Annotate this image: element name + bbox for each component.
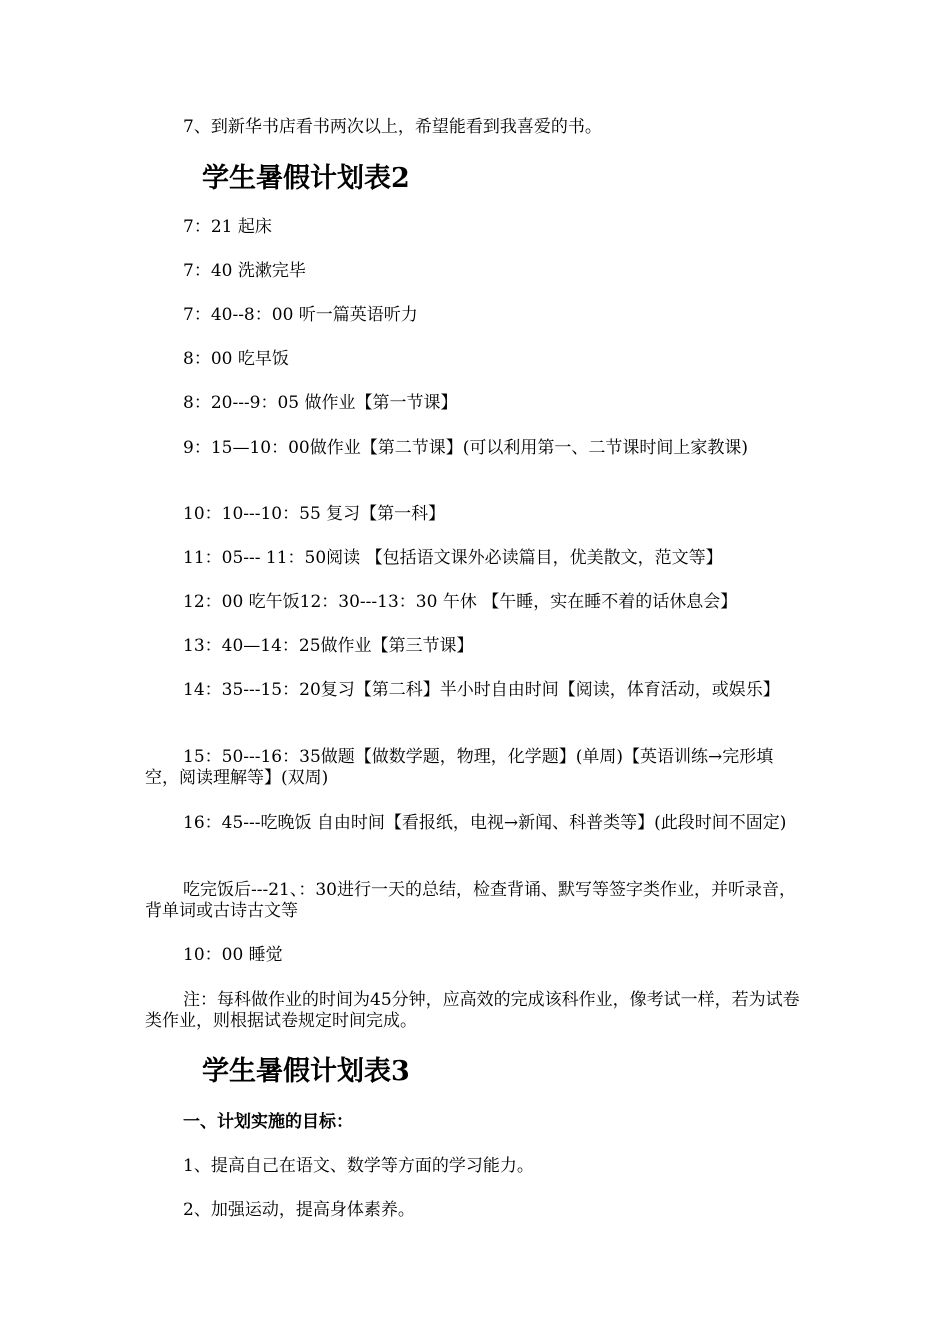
- schedule-item: 8：20---9：05 做作业【第一节课】: [183, 393, 458, 413]
- paragraph-reading-goal: 7、到新华书店看书两次以上，希望能看到我喜爱的书。: [183, 117, 602, 137]
- schedule-item: 13：40—14：25做作业【第三节课】: [183, 636, 474, 656]
- schedule-item: 10：10---10：55 复习【第一科】: [183, 504, 446, 524]
- goal-item: 2、加强运动，提高身体素养。: [183, 1200, 415, 1220]
- schedule-note: 注：每科做作业的时间为45分钟，应高效的完成该科作业，像考试一样，若为试卷类作业，则根据试卷规定时间完成。: [145, 990, 800, 1031]
- schedule-item: 8：00 吃早饭: [183, 349, 289, 369]
- schedule-item: 12：00 吃午饭12：30---13：30 午休 【午睡，实在睡不着的话休息会】: [183, 592, 738, 612]
- schedule-item: 7：40--8：00 听一篇英语听力: [183, 305, 418, 325]
- goal-item: 1、提高自己在语文、数学等方面的学习能力。: [183, 1156, 534, 1176]
- schedule-item: 15：50---16：35做题【做数学题，物理，化学题】(单周)【英语训练→完形填空，阅读理解等】(双周): [145, 747, 774, 788]
- goals-subheading: 一、计划实施的目标：: [183, 1112, 353, 1132]
- schedule-item: 11：05--- 11：50阅读 【包括语文课外必读篇目，优美散文，范文等】: [183, 548, 723, 568]
- schedule-item: 16：45---吃晚饭 自由时间【看报纸，电视→新闻、科普类等】(此段时间不固定): [183, 813, 787, 833]
- section-heading-plan-2: 学生暑假计划表2: [202, 163, 410, 194]
- schedule-item: 吃完饭后---21、：30进行一天的总结，检查背诵、默写等签字类作业，并听录音，背单词或古诗古文等: [145, 880, 796, 921]
- schedule-item: 10：00 睡觉: [183, 945, 283, 965]
- section-heading-plan-3: 学生暑假计划表3: [202, 1056, 410, 1087]
- schedule-item: 7：40 洗漱完毕: [183, 261, 306, 281]
- schedule-item: 7：21 起床: [183, 217, 272, 237]
- schedule-item: 9：15—10：00做作业【第二节课】(可以利用第一、二节课时间上家教课): [183, 438, 748, 458]
- schedule-item: 14：35---15：20复习【第二科】半小时自由时间【阅读，体育活动，或娱乐】: [183, 680, 780, 700]
